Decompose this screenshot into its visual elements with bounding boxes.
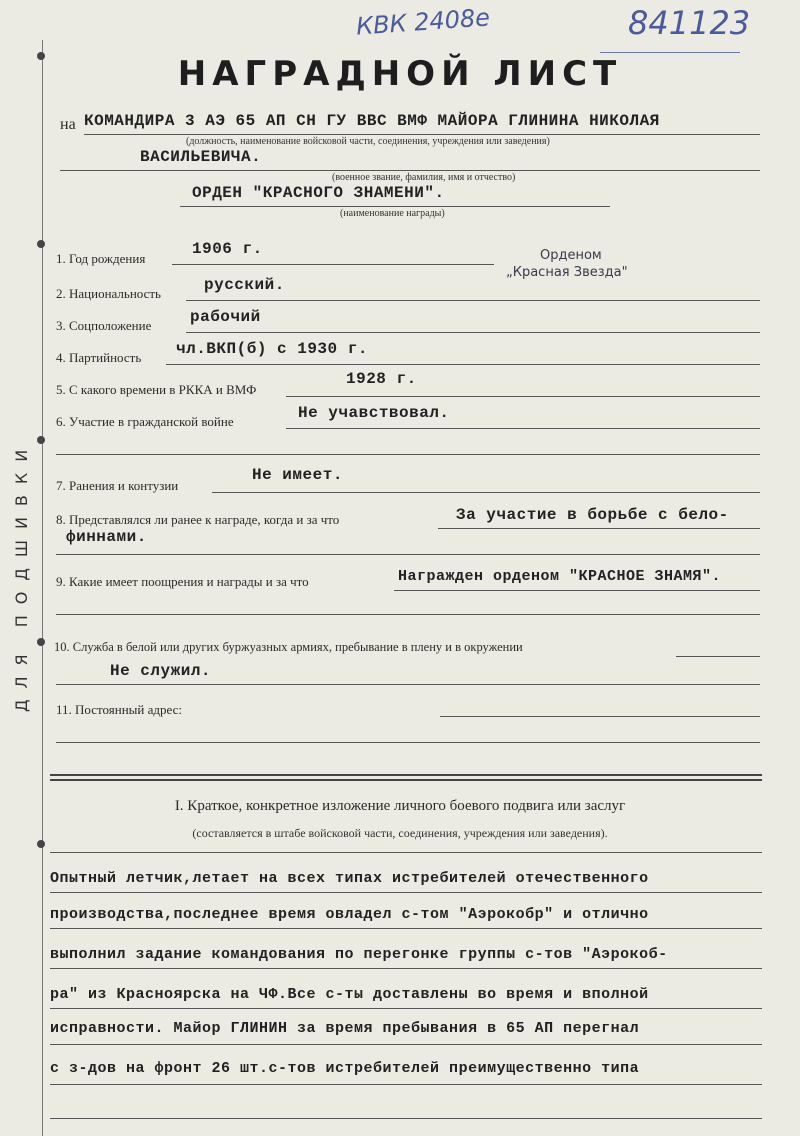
caption-award: (наименование награды) — [340, 208, 445, 219]
binding-margin-label: ДЛЯ ПОДШИВКИ — [12, 438, 31, 712]
field-8-label: 8. Представлялся ли ранее к награде, когда и за что — [56, 512, 340, 527]
narrative-line-4: ра" из Красноярска на ЧФ.Все с-ты доставлены во время и вполной — [50, 986, 649, 1003]
field-9-label: 9. Какие имеет поощрения и награды и за что — [56, 574, 309, 589]
separator-line-1 — [50, 774, 762, 776]
nominee-position: КОМАНДИРА 3 АЭ 65 АП СН ГУ ВВС ВМФ МАЙОРА ГЛИНИНА НИКОЛАЯ — [84, 112, 660, 130]
field-11-label: 11. Постоянный адрес: — [56, 702, 182, 717]
rule — [676, 656, 760, 657]
rule — [56, 742, 760, 743]
rule — [172, 264, 494, 265]
field-5-value: 1928 г. — [346, 370, 417, 388]
rule — [50, 1118, 762, 1119]
section-1-subtitle: (составляется в штабе войсковой части, соединения, учреждения или заведения). — [192, 826, 608, 840]
rule — [56, 684, 760, 685]
section-1-title: I. Краткое, конкретное изложение личного боевого подвига или заслуг — [174, 798, 626, 814]
field-4-value: чл.ВКП(б) с 1930 г. — [176, 340, 368, 358]
field-7-value: Не имеет. — [252, 466, 343, 484]
handwritten-award-1: Орденом — [540, 248, 602, 263]
field-1-value: 1906 г. — [192, 240, 263, 258]
handwritten-award-2: „Красная Звезда" — [506, 265, 628, 280]
rule — [440, 716, 760, 717]
field-9-value: Награжден орденом "КРАСНОЕ ЗНАМЯ". — [398, 568, 722, 585]
rule — [212, 492, 760, 493]
rule — [56, 614, 760, 615]
punch-hole-3 — [37, 436, 45, 444]
rule — [50, 1008, 762, 1009]
rule — [56, 454, 760, 455]
caption-position: (должность, наименование войсковой части, соединения, учреждения или заведения) — [186, 136, 550, 147]
field-2-value: русский. — [204, 276, 285, 294]
field-1-label: 1. Год рождения — [56, 251, 146, 266]
page-title: НАГРАДНОЙ ЛИСТ — [177, 54, 623, 94]
rule — [50, 892, 762, 893]
narrative-line-6: с з-дов на фронт 26 шт.с-тов истребителей преимущественно типа — [50, 1060, 640, 1077]
rule — [50, 928, 762, 929]
field-3-label: 3. Соцположение — [56, 318, 152, 333]
field-10-value: Не служил. — [110, 662, 212, 680]
binding-margin-rule — [42, 40, 43, 1136]
rule — [50, 968, 762, 969]
field-2-label: 2. Национальность — [56, 286, 161, 301]
rule — [394, 590, 760, 591]
punch-hole-4 — [37, 638, 45, 646]
award-name: ОРДЕН "КРАСНОГО ЗНАМЕНИ". — [192, 184, 445, 202]
rule — [286, 428, 760, 429]
rule — [56, 554, 760, 555]
rule — [50, 1044, 762, 1045]
archive-underline — [600, 52, 740, 53]
rule — [60, 170, 760, 171]
field-6-label: 6. Участие в гражданской войне — [56, 414, 234, 429]
rule — [84, 134, 760, 135]
field-8-value-cont: финнами. — [66, 528, 147, 546]
field-3-value: рабочий — [190, 308, 261, 326]
rule — [186, 300, 760, 301]
caption-name: (военное звание, фамилия, имя и отчество) — [332, 172, 516, 183]
field-7-label: 7. Ранения и контузии — [56, 478, 179, 493]
rule — [438, 528, 760, 529]
field-8-value: За участие в борьбе с бело- — [456, 506, 729, 524]
narrative-line-5: исправности. Майор ГЛИНИН за время пребывания в 65 АП перегнал — [50, 1020, 640, 1037]
punch-hole-5 — [37, 840, 45, 848]
rule — [286, 396, 760, 397]
narrative-line-2: производства,последнее время овладел с-том "Аэрокобр" и отлично — [50, 906, 649, 923]
rule — [50, 1084, 762, 1085]
rule — [50, 852, 762, 853]
narrative-line-1: Опытный летчик,летает на всех типах истребителей отечественного — [50, 870, 649, 887]
na-label: на — [60, 116, 76, 133]
field-5-label: 5. С какого времени в РККА и ВМФ — [56, 382, 257, 397]
rule — [180, 206, 610, 207]
nominee-name: ВАСИЛЬЕВИЧА. — [140, 148, 262, 166]
punch-hole-2 — [37, 240, 45, 248]
narrative-line-3: выполнил задание командования по перегонке группы с-тов "Аэрокоб- — [50, 946, 668, 963]
archive-number: 841123 — [628, 4, 751, 42]
separator-line-2 — [50, 779, 762, 781]
field-10-label: 10. Служба в белой или других буржуазных армиях, пребывание в плену и в окружении — [54, 640, 523, 654]
archive-mark: КВК 2408е — [355, 3, 491, 41]
rule — [186, 332, 760, 333]
field-4-label: 4. Партийность — [56, 350, 142, 365]
rule — [166, 364, 760, 365]
field-6-value: Не учавствовал. — [298, 404, 450, 422]
